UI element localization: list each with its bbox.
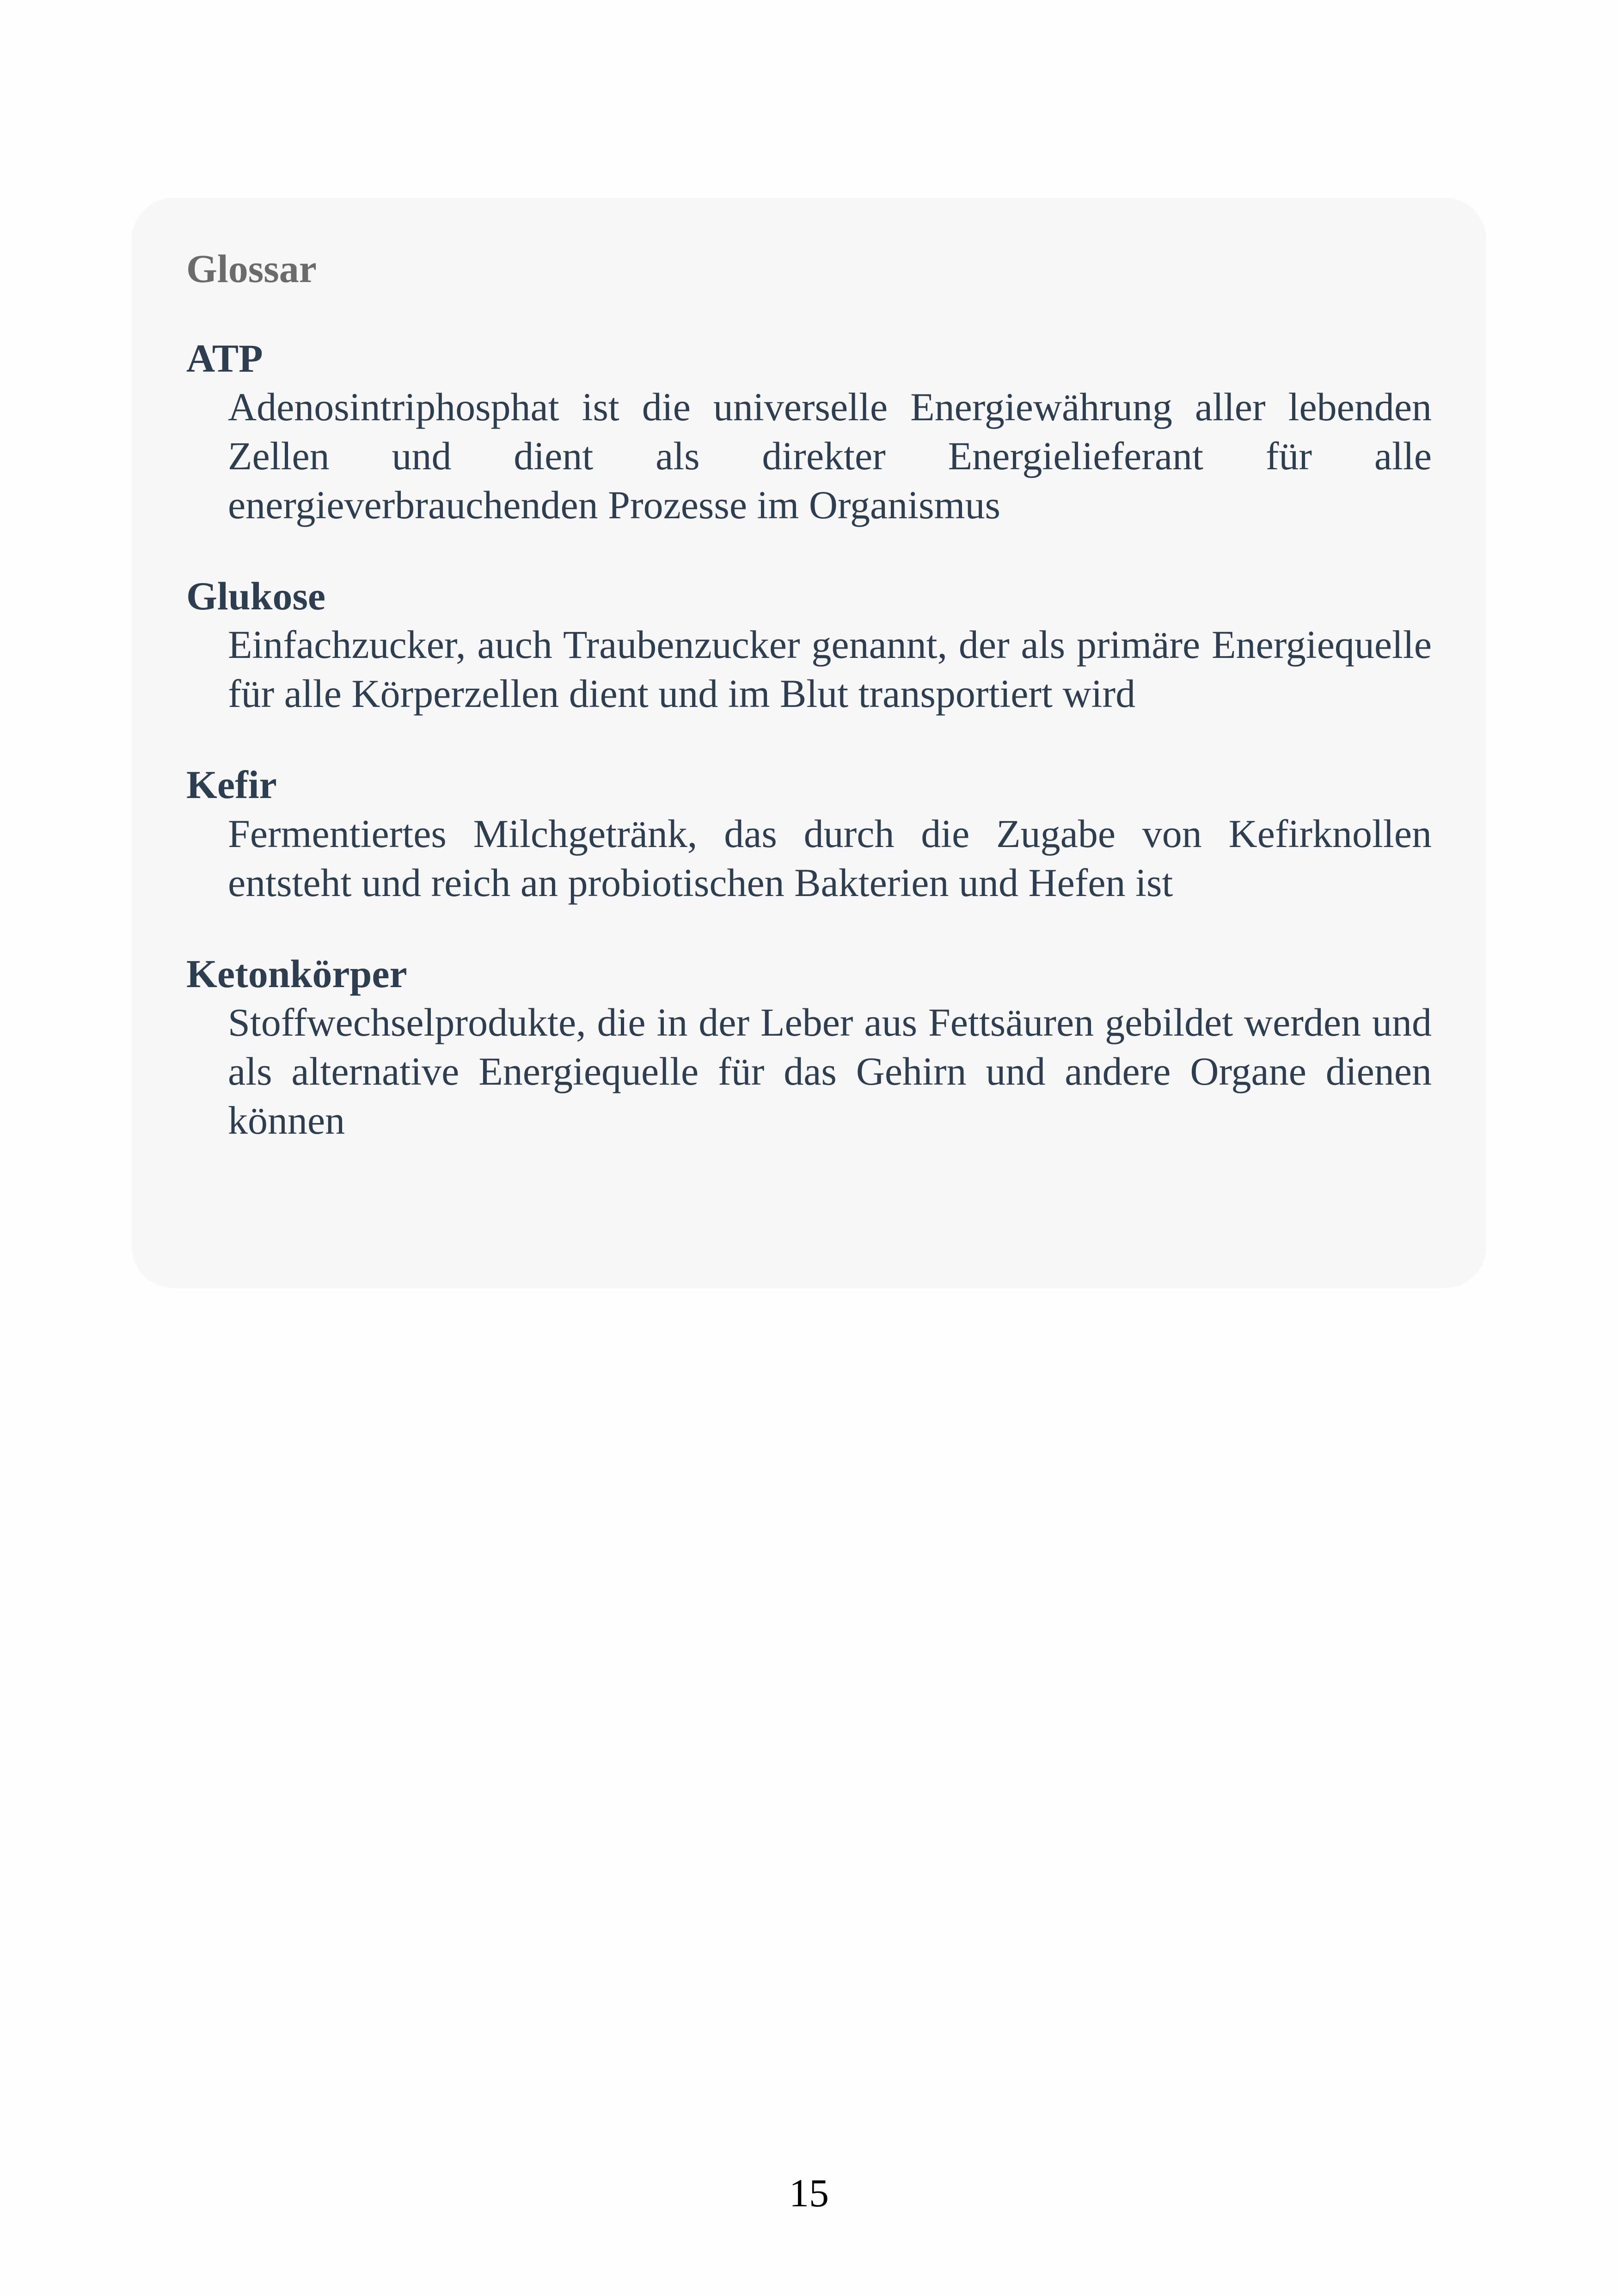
glossary-title: Glossar [186, 246, 317, 291]
glossary-entry [186, 761, 1432, 907]
glossary-term: Ketonkörper [186, 951, 407, 996]
glossary-term: ATP [186, 336, 263, 381]
glossary-definition: Einfachzucker, auch Traubenzucker genannt, der als primäre Energiequelle für alle Körperzellen dient und im Blut transportiert wird [228, 622, 1432, 716]
glossary-term: Kefir [186, 762, 277, 807]
page-number: 15 [789, 2171, 829, 2215]
glossary-box [132, 198, 1486, 1288]
glossary-entry [186, 572, 1432, 718]
glossary-definition: Fermentiertes Milchgetränk, das durch die Zugabe von Kefirknollen entsteht und reich an probiotischen Bakterien und Hefen ist [228, 811, 1432, 905]
glossary-entry [186, 335, 1432, 529]
glossary-entry [186, 950, 1432, 1145]
glossary-definition: Adenosintriphosphat ist die universelle Energiewährung aller lebenden Zellen und dient als direkter Energielieferant für alle energieverbrauchenden Prozesse im Organismus [228, 385, 1432, 528]
glossary-definition: Stoffwechselprodukte, die in der Leber aus Fettsäuren gebildet werden und als alternative Energiequelle für das Gehirn und andere Organe dienen können [228, 1000, 1432, 1142]
glossary-term: Glukose [186, 574, 326, 619]
